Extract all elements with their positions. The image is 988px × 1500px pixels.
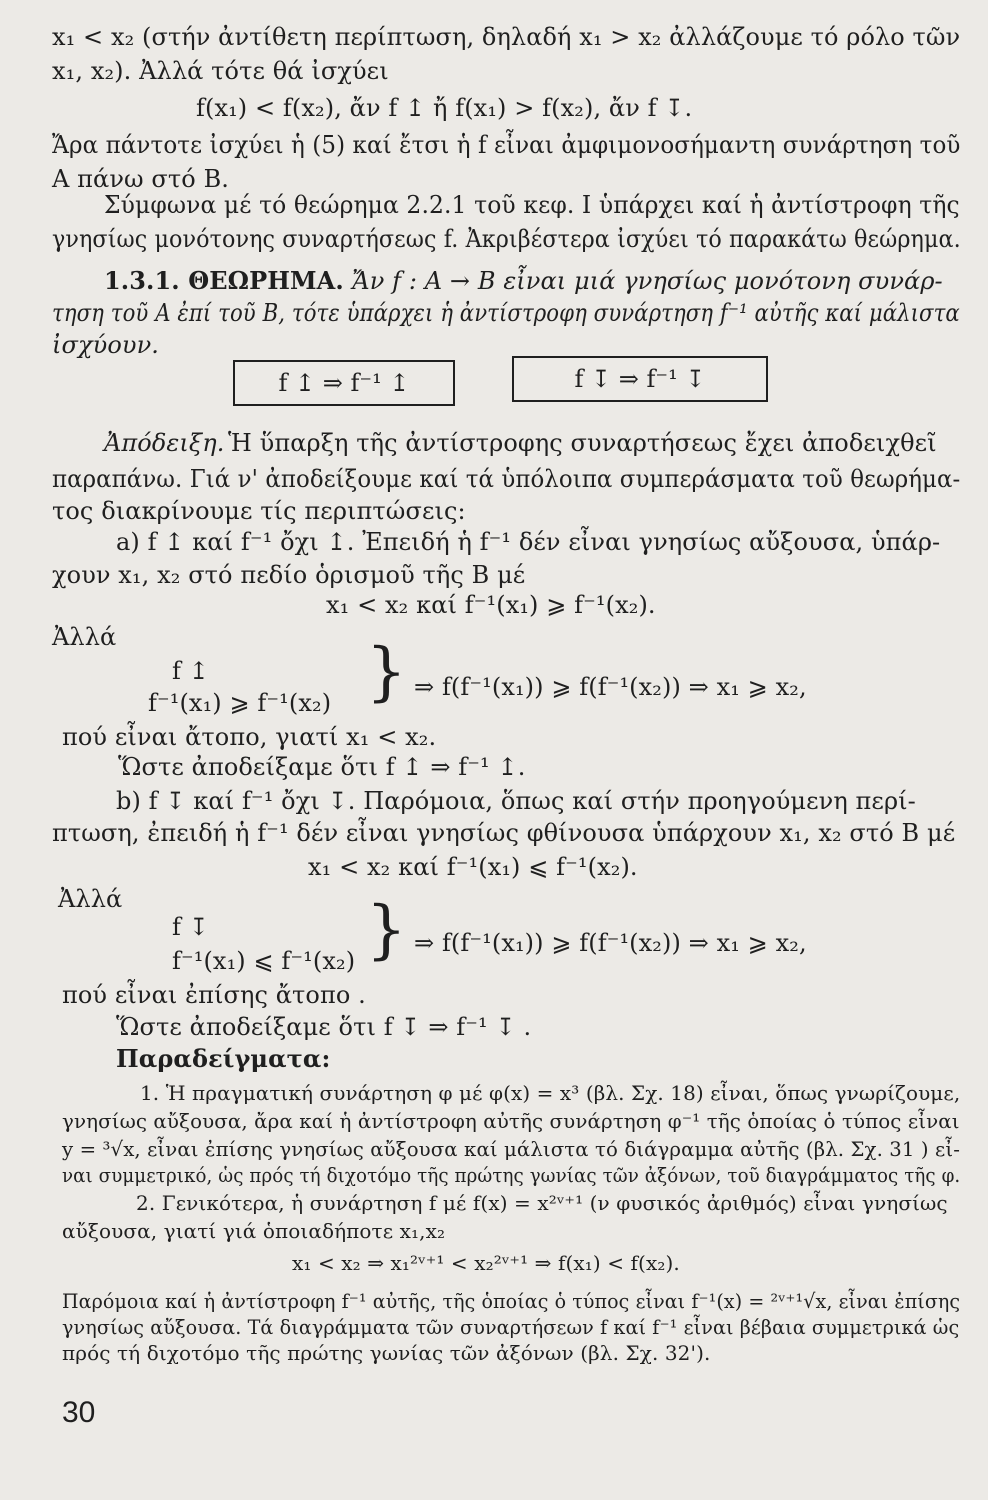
- example-line: πρός τή διχοτόμο τῆς πρώτης γωνίας τῶν ἀξόνων (βλ. Σχ. 32').: [62, 1341, 711, 1365]
- theorem-label: 1.3.1. ΘΕΩΡΗΜΑ.: [104, 266, 344, 295]
- theorem-text: ἰσχύουν.: [52, 331, 159, 359]
- formula-line: x₁ < x₂ καί f⁻¹(x₁) ⩽ f⁻¹(x₂).: [308, 853, 638, 881]
- text-line: γνησίως μονότονης συναρτήσεως f. Ἀκριβέστερα ἰσχύει τό παρακάτω θεώρημα.: [52, 225, 961, 253]
- example-line: Παρόμοια καί ἡ ἀντίστροφη f⁻¹ αὐτῆς, τῆς ὁποίας ὁ τύπος εἶναι f⁻¹(x) = ²ᵛ⁺¹√x, εἶναι ἐπίσης: [62, 1289, 961, 1313]
- theorem-box-decreasing: f ↧ ⇒ f⁻¹ ↧: [512, 356, 768, 402]
- text-line: πού εἶναι ἄτοπο, γιατί x₁ < x₂.: [62, 723, 437, 751]
- text-line: x₁ < x₂ (στήν ἀντίθετη περίπτωση, δηλαδή x₁ > x₂ ἀλλάζουμε τό ρόλο τῶν: [52, 23, 961, 51]
- formula-line: f ↧: [172, 913, 209, 941]
- text-line: χουν x₁, x₂ στό πεδίο ὁρισμοῦ τῆς Β μέ: [52, 561, 526, 589]
- example-line: 1. Ἡ πραγματική συνάρτηση φ μέ φ(x) = x³ (βλ. Σχ. 18) εἶναι, ὅπως γνωρίζουμε,: [140, 1081, 961, 1105]
- text-line: Ὥστε ἀποδείξαμε ὅτι f ↥ ⇒ f⁻¹ ↥.: [118, 753, 526, 781]
- example-line: ναι συμμετρικό, ὡς πρός τή διχοτόμο τῆς πρώτης γωνίας τῶν ἀξόνων, τοῦ διαγράμματος τῆς φ.: [62, 1163, 961, 1187]
- example-line: 2. Γενικότερα, ἡ συνάρτηση f μέ f(x) = x²ᵛ⁺¹ (ν φυσικός ἀριθμός) εἶναι γνησίως: [136, 1191, 948, 1215]
- text-line: Ὥστε ἀποδείξαμε ὅτι f ↧ ⇒ f⁻¹ ↧ .: [116, 1013, 532, 1041]
- formula-line: ⇒ f(f⁻¹(x₁)) ⩾ f(f⁻¹(x₂)) ⇒ x₁ ⩾ x₂,: [414, 673, 807, 701]
- formula-line: f⁻¹(x₁) ⩽ f⁻¹(x₂): [172, 947, 356, 975]
- text-line: πτωση, ἐπειδή ἡ f⁻¹ δέν εἶναι γνησίως φθίνουσα ὑπάρχουν x₁, x₂ στό Β μέ: [52, 819, 956, 847]
- theorem-text: Ἄν f : A → B εἶναι μιά γνησίως μονότονη συνάρ-: [352, 267, 943, 295]
- example-line: y = ³√x, εἶναι ἐπίσης γνησίως αὔξουσα καί μάλιστα τό διάγραμμα αὐτῆς (βλ. Σχ. 31 ) εἶ-: [62, 1137, 960, 1161]
- proof-label: Ἀπόδειξη.: [104, 429, 225, 457]
- formula-line: f⁻¹(x₁) ⩾ f⁻¹(x₂): [148, 689, 332, 717]
- formula-line: x₁ < x₂ καί f⁻¹(x₁) ⩾ f⁻¹(x₂).: [326, 591, 656, 619]
- text-line: Σύμφωνα μέ τό θεώρημα 2.2.1 τοῦ κεφ. Ι ὑπάρχει καί ἡ ἀντίστροφη τῆς: [104, 191, 960, 219]
- examples-heading: Παραδείγματα:: [116, 1044, 331, 1073]
- formula-line: x₁ < x₂ ⇒ x₁²ᵛ⁺¹ < x₂²ᵛ⁺¹ ⇒ f(x₁) < f(x₂).: [292, 1251, 680, 1275]
- example-line: γνησίως αὔξουσα. Τά διαγράμματα τῶν συναρτήσεων f καί f⁻¹ εἶναι βέβαια συμμετρικά ὡς: [62, 1315, 960, 1339]
- page-number: 30: [62, 1396, 96, 1429]
- example-line: αὔξουσα, γιατί γιά ὁποιαδήποτε x₁,x₂: [62, 1219, 446, 1243]
- text-line: πού εἶναι ἐπίσης ἄτοπο .: [62, 981, 366, 1009]
- example-line: γνησίως αὔξουσα, ἄρα καί ἡ ἀντίστροφη αὐτῆς συνάρτηση φ⁻¹ τῆς ὁποίας ὁ τύπος εἶναι: [62, 1109, 960, 1133]
- text-line: a) f ↥ καί f⁻¹ ὄχι ↥. Ἐπειδή ἡ f⁻¹ δέν εἶναι γνησίως αὔξουσα, ὑπάρ-: [116, 528, 941, 556]
- text-line: Α πάνω στό Β.: [52, 165, 230, 193]
- text-line: παραπάνω. Γιά ν' ἀποδείξουμε καί τά ὑπόλοιπα συμπεράσματα τοῦ θεωρήμα-: [52, 465, 961, 493]
- text-line: b) f ↧ καί f⁻¹ ὄχι ↧. Παρόμοια, ὅπως καί στήν προηγούμενη περί-: [116, 787, 916, 815]
- theorem-box-increasing: f ↥ ⇒ f⁻¹ ↥: [233, 360, 455, 406]
- formula-line: f(x₁) < f(x₂), ἄν f ↥ ἤ f(x₁) > f(x₂), ἄν f ↧.: [196, 94, 693, 122]
- text-line: τος διακρίνουμε τίς περιπτώσεις:: [52, 497, 466, 525]
- formula-line: ⇒ f(f⁻¹(x₁)) ⩾ f(f⁻¹(x₂)) ⇒ x₁ ⩾ x₂,: [414, 929, 807, 957]
- text-line: Ἀλλά: [52, 623, 117, 651]
- brace-icon: }: [366, 893, 407, 967]
- theorem-text: τηση τοῦ A ἐπί τοῦ B, τότε ὑπάρχει ἡ ἀντίστροφη συνάρτηση f⁻¹ αὐτῆς καί μάλιστα: [52, 299, 960, 327]
- text-line: Ἄρα πάντοτε ἰσχύει ἡ (5) καί ἔτσι ἡ f εἶναι ἀμφιμονοσήμαντη συνάρτηση τοῦ: [52, 131, 961, 159]
- brace-icon: }: [366, 635, 407, 709]
- text-line: Ἀλλά: [58, 885, 123, 913]
- text-line: x₁, x₂). Ἀλλά τότε θά ἰσχύει: [52, 57, 389, 85]
- formula-line: f ↥: [172, 657, 209, 685]
- text-line: Ἡ ὕπαρξη τῆς ἀντίστροφης συναρτήσεως ἔχει ἀποδειχθεῖ: [228, 429, 937, 457]
